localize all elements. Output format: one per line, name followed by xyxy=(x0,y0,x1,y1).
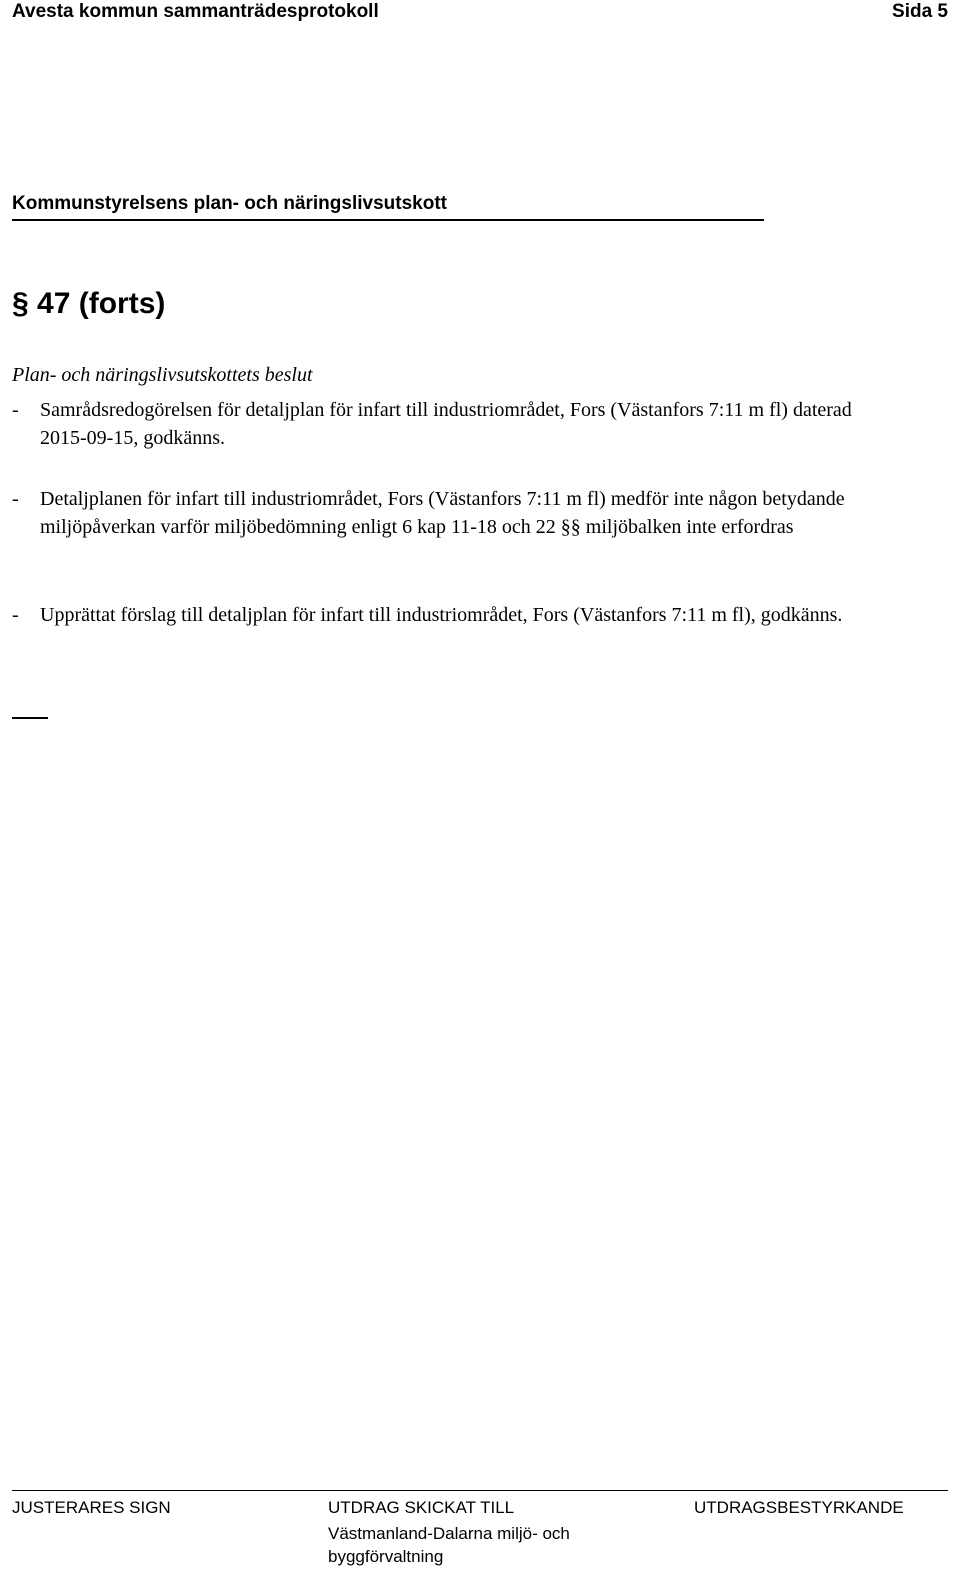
section-heading: § 47 (forts) xyxy=(12,287,166,320)
decision-item-text: Detaljplanen för infart till industriområdet, Fors (Västanfors 7:11 m fl) medför inte någon betydande miljöpåverkan varför miljöbedömning enligt 6 kap 11-18 och 22 §§ miljöbalken inte erfordras xyxy=(40,488,845,538)
footer-recipient: Västmanland-Dalarna miljö- och byggförvaltning xyxy=(328,1524,570,1566)
footer-sent-label: UTDRAG SKICKAT TILL xyxy=(328,1498,515,1517)
footer-divider xyxy=(12,1490,948,1491)
decision-heading: Plan- och näringslivsutskottets beslut xyxy=(12,364,313,386)
committee-name: Kommunstyrelsens plan- och näringslivsutskott xyxy=(12,193,447,214)
list-dash: - xyxy=(12,604,19,626)
footer-sign-label: JUSTERARES SIGN xyxy=(12,1498,171,1517)
decision-item xyxy=(12,396,892,452)
committee-underline xyxy=(12,219,764,221)
decision-item-text: Samrådsredogörelsen för detaljplan för infart till industriområdet, Fors (Västanfors 7:11 m fl) daterad 2015-09-15, godkänns. xyxy=(40,399,852,449)
footer-certification-label: UTDRAGSBESTYRKANDE xyxy=(694,1498,904,1517)
end-of-section-rule xyxy=(12,717,48,719)
list-dash: - xyxy=(12,488,19,510)
decision-item xyxy=(12,601,852,629)
list-dash: - xyxy=(12,399,19,421)
decision-item-text: Upprättat förslag till detaljplan för infart till industriområdet, Fors (Västanfors 7:11 m fl), godkänns. xyxy=(40,604,843,626)
page-number: Sida 5 xyxy=(892,1,948,22)
decision-item xyxy=(12,485,940,541)
document-header-title: Avesta kommun sammanträdesprotokoll xyxy=(12,1,379,22)
